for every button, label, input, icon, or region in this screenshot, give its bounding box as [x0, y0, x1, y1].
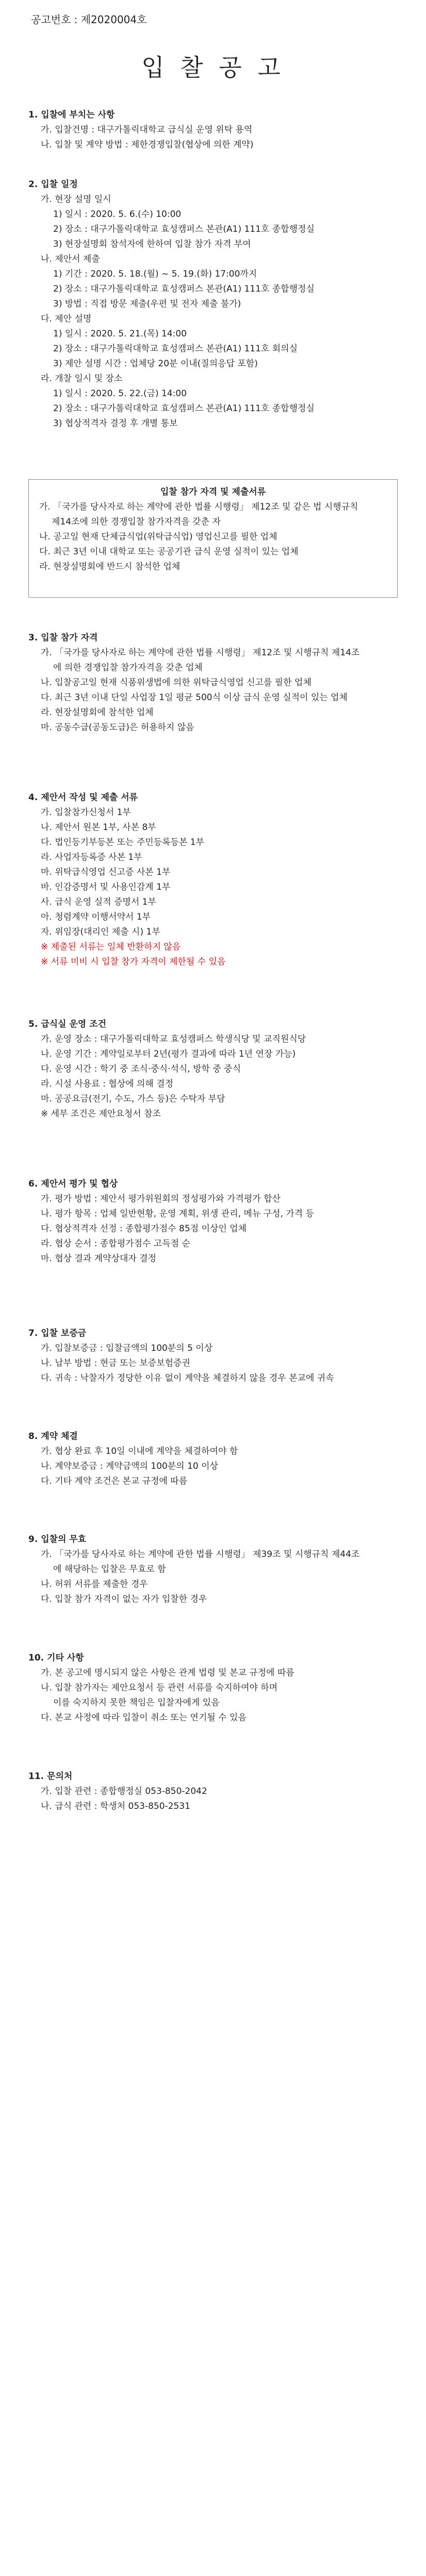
text-line: 라. 개찰 일시 및 장소 — [41, 374, 123, 384]
text-line: 마. 위탁급식영업 신고증 사본 1부 — [41, 867, 171, 877]
text-line: 나. 제안서 원본 1부, 사본 8부 — [41, 822, 156, 833]
text-line: 에 해당하는 입찰은 무효로 함 — [53, 1564, 166, 1574]
text-line: 이를 숙지하지 못한 책임은 입찰자에게 있음 — [53, 1698, 220, 1708]
section-heading: 5. 급식실 운영 조건 — [28, 1019, 106, 1029]
section-heading: 2. 입찰 일정 — [28, 179, 78, 190]
section-documents — [28, 783, 398, 970]
text-line: 나. 계약보증금 : 계약금액의 100분의 10 이상 — [41, 1461, 218, 1471]
text-line: 3) 협상적격자 결정 후 개별 통보 — [53, 418, 178, 429]
section-operation — [28, 1010, 398, 1122]
text-line: 사. 급식 운영 실적 증명서 1부 — [41, 897, 156, 907]
text-line: 라. 협상 순서 : 종합평가점수 고득점 순 — [41, 1239, 190, 1249]
text-line: 다. 운영 시간 : 학기 중 조식·중식·석식, 방학 중 중식 — [41, 1064, 241, 1074]
text-line: 3) 현장설명회 참석자에 한하여 입찰 참가 자격 부여 — [53, 239, 251, 249]
text-line: 아. 청렴계약 이행서약서 1부 — [41, 912, 151, 922]
text-line: 라. 현장설명회에 반드시 참석한 업체 — [39, 562, 181, 572]
section-heading: 6. 제안서 평가 및 협상 — [28, 1179, 118, 1189]
text-line: 가. 협상 완료 후 10일 이내에 계약을 체결하여야 함 — [41, 1446, 238, 1456]
section-bid-item — [28, 100, 398, 152]
page-title: 입 찰 공 고 — [141, 54, 285, 81]
section-invalid — [28, 1525, 398, 1607]
text-line: 바. 인감증명서 및 사용인감계 1부 — [41, 882, 171, 892]
text-line: 가. 입찰참가신청서 1부 — [41, 807, 131, 818]
section-evaluation — [28, 1170, 398, 1266]
text-line: 가. 입찰건명 : 대구가톨릭대학교 급식실 운영 위탁 용역 — [41, 125, 253, 135]
text-line: 다. 협상적격자 선정 : 종합평가점수 85점 이상인 업체 — [41, 1224, 247, 1234]
text-line: 가. 「국가를 당사자로 하는 계약에 관한 법률 시행령」 제39조 및 시행규칙 제44조 — [41, 1549, 360, 1560]
text-line: 가. 「국가를 당사자로 하는 계약에 관한 법률 시행령」 제12조 및 시행규칙 제14조 — [41, 648, 360, 658]
section-eligibility — [28, 623, 398, 735]
text-line: 나. 급식 관련 : 학생처 053-850-2531 — [41, 1801, 190, 1811]
text-line: 라. 현장설명회에 참석한 업체 — [41, 707, 154, 718]
text-line: 나. 입찰공고일 현재 식품위생법에 의한 위탁급식영업 신고를 필한 업체 — [41, 677, 312, 688]
text-line: 다. 제안 설명 — [41, 314, 92, 324]
text-line: 3) 제안 설명 시간 : 업체당 20분 이내(질의응답 포함) — [53, 359, 258, 369]
text-line: 2) 장소 : 대구가톨릭대학교 효성캠퍼스 본관(A1) 111호 종합행정실 — [53, 224, 315, 234]
text-line: 제14조에 의한 경쟁입찰 참가자격을 갖춘 자 — [52, 517, 221, 527]
text-line: 2) 장소 : 대구가톨릭대학교 효성캠퍼스 본관(A1) 111호 종합행정실 — [53, 284, 315, 294]
text-line: 가. 입찰보증금 : 입찰금액의 100분의 5 이상 — [41, 1343, 213, 1353]
section-contact — [28, 1762, 398, 1814]
notice-line: ※ 서류 미비 시 입찰 참가 자격이 제한될 수 있음 — [41, 957, 226, 967]
text-line: 가. 운영 장소 : 대구가톨릭대학교 효성캠퍼스 학생식당 및 교직원식당 — [41, 1034, 306, 1044]
section-heading: 4. 제안서 작성 및 제출 서류 — [28, 792, 138, 803]
section-heading: 3. 입찰 참가 자격 — [28, 633, 98, 643]
box-heading: 입찰 참가 자격 및 제출서류 — [160, 487, 266, 497]
text-line: 2) 장소 : 대구가톨릭대학교 효성캠퍼스 본관(A1) 111호 종합행정실 — [53, 403, 315, 414]
text-line: ※ 세부 조건은 제안요청서 참조 — [41, 1109, 161, 1119]
text-line: 가. 현장 설명 일시 — [41, 194, 111, 205]
text-line: 마. 공공요금(전기, 수도, 가스 등)은 수탁자 부담 — [41, 1094, 225, 1104]
notice-number: 공고번호 : 제2020004호 — [31, 13, 147, 26]
text-line: 다. 기타 계약 조건은 본교 규정에 따름 — [41, 1476, 188, 1486]
section-heading: 11. 문의처 — [28, 1771, 73, 1782]
text-line: 가. 입찰 관련 : 종합행정실 053-850-2042 — [41, 1786, 207, 1797]
text-line: 에 의한 경쟁입찰 참가자격을 갖춘 업체 — [53, 663, 203, 673]
text-line: 1) 일시 : 2020. 5. 21.(목) 14:00 — [53, 329, 187, 339]
section-schedule — [28, 170, 398, 431]
text-line: 다. 귀속 : 낙찰자가 정당한 이유 없이 계약을 체결하지 않을 경우 본교에 귀속 — [41, 1373, 334, 1383]
text-line: 마. 공동수급(공동도급)은 허용하지 않음 — [41, 722, 194, 733]
text-line: 라. 사업자등록증 사본 1부 — [41, 852, 142, 862]
text-line: 나. 운영 기간 : 계약일로부터 2년(평가 결과에 따라 1년 연장 가능) — [41, 1049, 296, 1059]
text-line: 1) 일시 : 2020. 5. 22.(금) 14:00 — [53, 388, 187, 399]
section-heading: 1. 입찰에 부치는 사항 — [28, 110, 115, 120]
section-etc — [28, 1643, 398, 1725]
text-line: 다. 법인등기부등본 또는 주민등록등본 1부 — [41, 837, 205, 848]
text-line: 1) 기간 : 2020. 5. 18.(월) ~ 5. 19.(화) 17:00까지 — [53, 269, 257, 279]
text-line: 가. 평가 방법 : 제안서 평가위원회의 정성평가와 가격평가 합산 — [41, 1194, 281, 1204]
section-heading: 9. 입찰의 무효 — [28, 1534, 87, 1545]
qualification-box — [28, 479, 398, 598]
text-line: 다. 최근 3년 이내 대학교 또는 공공기관 급식 운영 실적이 있는 업체 — [39, 547, 299, 557]
text-line: 3) 방법 : 직접 방문 제출(우편 및 전자 제출 불가) — [53, 299, 241, 309]
text-line: 다. 본교 사정에 따라 입찰이 취소 또는 연기될 수 있음 — [41, 1713, 247, 1723]
text-line: 마. 협상 결과 계약상대자 결정 — [41, 1253, 157, 1264]
text-line: 가. 본 공고에 명시되지 않은 사항은 관계 법령 및 본교 규정에 따름 — [41, 1668, 294, 1678]
section-contract — [28, 1422, 398, 1489]
notice-line: ※ 제출된 서류는 일체 반환하지 않음 — [41, 942, 181, 952]
section-bid-bond — [28, 1319, 398, 1386]
text-line: 2) 장소 : 대구가톨릭대학교 효성캠퍼스 본관(A1) 111호 회의실 — [53, 344, 298, 354]
text-line: 나. 평가 항목 : 업체 일반현황, 운영 계획, 위생 관리, 메뉴 구성, 가격 등 — [41, 1209, 314, 1219]
text-line: 나. 입찰 및 계약 방법 : 제한경쟁입찰(협상에 의한 계약) — [41, 140, 254, 150]
text-line: 라. 시설 사용료 : 협상에 의해 결정 — [41, 1079, 174, 1089]
text-line: 가. 「국가를 당사자로 하는 계약에 관한 법률 시행령」 제12조 및 같은 법 시행규칙 — [39, 502, 358, 512]
section-heading: 7. 입찰 보증금 — [28, 1328, 87, 1338]
text-line: 자. 위임장(대리인 제출 시) 1부 — [41, 927, 160, 937]
section-heading: 10. 기타 사항 — [28, 1653, 84, 1663]
text-line: 다. 최근 3년 이내 단일 사업장 1일 평균 500식 이상 급식 운영 실적이 있는 업체 — [41, 692, 348, 703]
section-heading: 8. 계약 체결 — [28, 1431, 78, 1442]
text-line: 다. 입찰 참가 자격이 없는 자가 입찰한 경우 — [41, 1594, 207, 1604]
text-line: 나. 공고일 현재 단체급식업(위탁급식업) 영업신고를 필한 업체 — [39, 532, 277, 542]
text-line: 1) 일시 : 2020. 5. 6.(수) 10:00 — [53, 209, 182, 219]
text-line: 나. 제안서 제출 — [41, 254, 100, 264]
text-line: 나. 허위 서류를 제출한 경우 — [41, 1579, 148, 1589]
text-line: 나. 입찰 참가자는 제안요청서 등 관련 서류를 숙지하여야 하며 — [41, 1683, 278, 1693]
text-line: 나. 납부 방법 : 현금 또는 보증보험증권 — [41, 1358, 190, 1368]
